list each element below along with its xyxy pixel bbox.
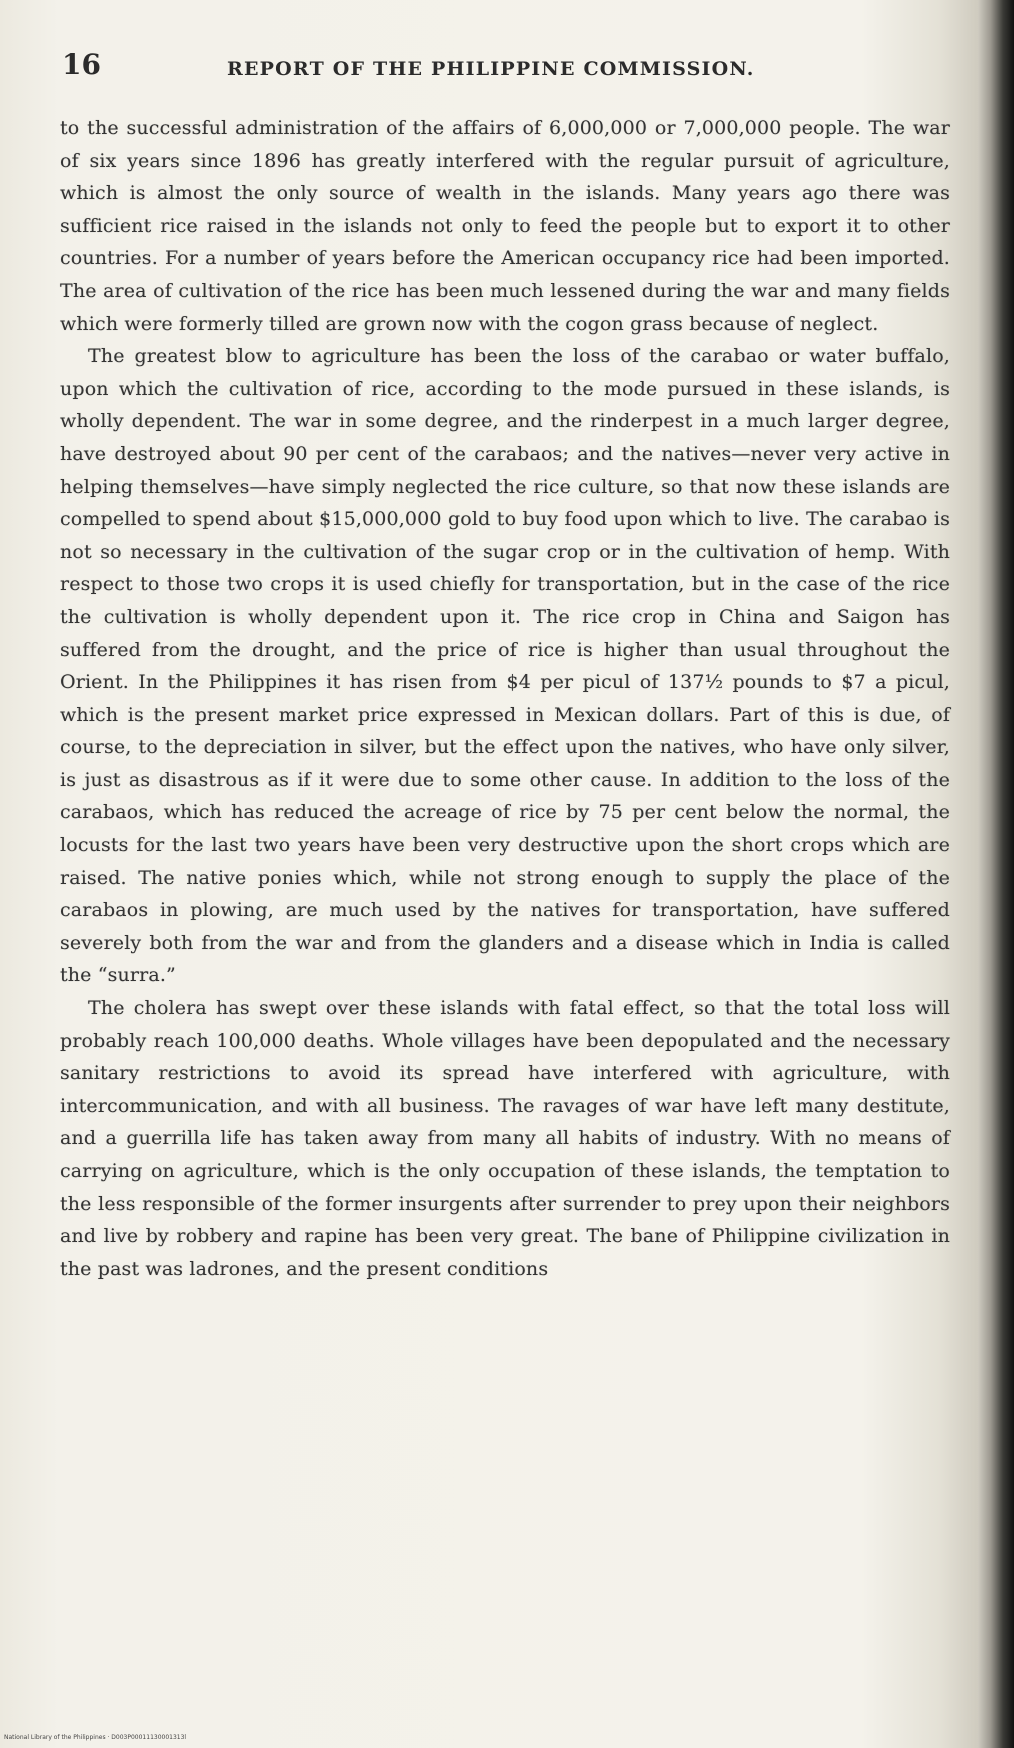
page-number: 16	[62, 48, 101, 81]
book-edge-shadow	[978, 0, 1014, 1748]
body-text	[60, 112, 950, 1285]
paragraph-cholera: The cholera has swept over these islands with fatal effect, so that the total loss will probably reach 100,000 deaths. Whole villages have been depopulated and the necessary sanitary restrictions to avoid its spread have interfered with agriculture, with intercommunication, and with all business. The ravages of war have left many destitute, and a guerrilla life has taken away from many all habits of industry. With no means of carrying on agriculture, which is the only occupation of these islands, the temptation to the less responsible of the former insurgents after surrender to prey upon their neighbors and live by robbery and rapine has been very great. The bane of Philippine civilization in the past was ladrones, and the present conditions	[60, 997, 950, 1280]
scan-footer-credit: National Library of the Philippines · D003P00011130001313l	[4, 1734, 187, 1741]
running-title: REPORT OF THE PHILIPPINE COMMISSION.	[227, 58, 755, 80]
running-head	[62, 48, 952, 88]
paragraph-carabao: The greatest blow to agriculture has been the loss of the carabao or water buffalo, upon which the cultivation of rice, according to the mode pursued in these islands, is wholly dependent. The war in some degree, and the rinderpest in a much larger degree, have destroyed about 90 per cent of the carabaos; and the natives—never very active in helping themselves—have simply neglected the rice culture, so that now these islands are compelled to spend about $15,000,000 gold to buy food upon which to live. The carabao is not so necessary in the cultivation of the sugar crop or in the cultivation of hemp. With respect to those two crops it is used chiefly for transportation, but in the case of the rice the cultivation is wholly dependent upon it. The rice crop in China and Saigon has suffered from the drought, and the price of rice is higher than usual throughout the Orient. In the Philippines it has risen from $4 per picul of 137½ pounds to $7 a picul, which is the present market price expressed in Mexican dollars. Part of this is due, of course, to the depreciation in silver, but the effect upon the natives, who have only silver, is just as disastrous as if it were due to some other cause. In addition to the loss of the carabaos, which has reduced the acreage of rice by 75 per cent below the normal, the locusts for the last two years have been very destructive upon the short crops which are raised. The native ponies which, while not strong enough to supply the place of the carabaos in plowing, are much used by the natives for transportation, have suffered severely both from the war and from the glanders and a disease which in India is called the “surra.”	[60, 345, 950, 987]
paragraph-continuation: to the successful administration of the affairs of 6,000,000 or 7,000,000 people. The war of six years since 1896 has greatly interfered with the regular pursuit of agriculture, which is almost the only source of wealth in the islands. Many years ago there was sufficient rice raised in the islands not only to feed the people but to export it to other countries. For a number of years before the American occupancy rice had been imported. The area of cultivation of the rice has been much lessened during the war and many fields which were formerly tilled are grown now with the cogon grass because of neglect.	[60, 117, 950, 335]
